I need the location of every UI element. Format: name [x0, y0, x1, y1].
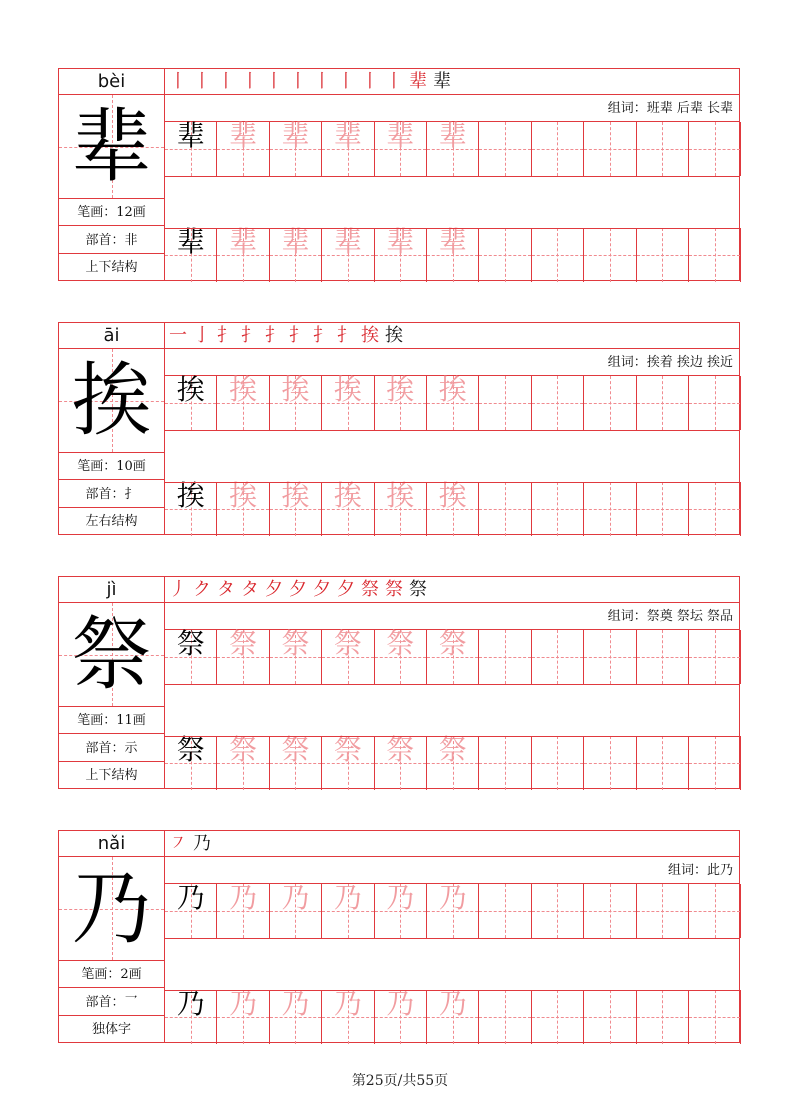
writing-cell[interactable] — [689, 884, 741, 938]
writing-cell[interactable] — [270, 225, 322, 282]
trace-character: 挨 — [281, 373, 310, 406]
stroke-step: 丨 — [289, 71, 307, 92]
stroke-step: ク — [193, 579, 211, 600]
writing-cell[interactable] — [165, 373, 217, 430]
main-character: 挨 — [71, 354, 152, 447]
writing-cell[interactable] — [217, 373, 269, 430]
trace-character: 挨 — [229, 373, 258, 406]
writing-cell[interactable] — [375, 881, 427, 938]
writing-cell[interactable] — [637, 630, 689, 684]
pinyin-label: jì — [59, 577, 164, 603]
cell-guide-vertical — [557, 376, 558, 430]
main-character: 辈 — [71, 100, 152, 193]
practice-row — [165, 987, 739, 1044]
writing-cell[interactable] — [375, 987, 427, 1044]
word-examples: 组词：此乃 — [165, 857, 739, 884]
model-character: 挨 — [176, 479, 205, 512]
stroke-step: 夕 — [289, 579, 307, 600]
cell-guide-vertical — [610, 736, 611, 790]
writing-cell[interactable] — [584, 376, 636, 430]
writing-cell[interactable] — [270, 733, 322, 790]
cell-guide-vertical — [715, 228, 716, 282]
writing-cell[interactable] — [427, 627, 479, 684]
cell-guide-vertical — [610, 228, 611, 282]
writing-cell[interactable] — [689, 482, 741, 536]
cell-guide-vertical — [557, 884, 558, 938]
writing-cell[interactable] — [689, 630, 741, 684]
cell-guide-vertical — [505, 884, 506, 938]
page-footer: 第25页/共55页 — [351, 1073, 449, 1089]
stroke-step: 丨 — [169, 71, 187, 92]
cell-guide-vertical — [662, 122, 663, 176]
stroke-step: 丨 — [313, 71, 331, 92]
trace-character: 挨 — [333, 373, 362, 406]
stroke-step: 祭 — [409, 579, 427, 600]
writing-cell[interactable] — [322, 733, 374, 790]
trace-character: 祭 — [229, 733, 258, 766]
main-character: 祭 — [71, 608, 152, 701]
stroke-step: 丨 — [385, 71, 403, 92]
trace-character: 挨 — [333, 479, 362, 512]
model-character: 辈 — [176, 225, 205, 258]
stroke-step: 丨 — [193, 71, 211, 92]
stroke-count-label: 笔画：10画 — [59, 453, 164, 480]
stroke-order-row — [165, 69, 739, 95]
main-character-box — [59, 349, 164, 453]
row-divider — [165, 228, 739, 229]
stroke-step: 扌 — [313, 325, 331, 346]
model-character: 挨 — [176, 373, 205, 406]
trace-character: 挨 — [386, 373, 415, 406]
writing-cell[interactable] — [322, 881, 374, 938]
trace-character: 辈 — [281, 119, 310, 152]
writing-cell[interactable] — [270, 119, 322, 176]
cell-guide-vertical — [715, 630, 716, 684]
writing-cell[interactable] — [165, 627, 217, 684]
character-info-panel — [59, 69, 165, 280]
stroke-step: 一 — [169, 325, 187, 346]
cell-guide-vertical — [715, 482, 716, 536]
practice-row — [165, 119, 739, 176]
trace-character: 祭 — [229, 627, 258, 660]
practice-row — [165, 733, 739, 790]
trace-character: 辈 — [229, 225, 258, 258]
writing-cell[interactable] — [165, 225, 217, 282]
writing-cell[interactable] — [532, 482, 584, 536]
writing-cell[interactable] — [532, 736, 584, 790]
practice-area — [165, 831, 739, 1042]
writing-cell[interactable] — [584, 884, 636, 938]
writing-cell[interactable] — [217, 225, 269, 282]
writing-cell[interactable] — [532, 122, 584, 176]
writing-cell[interactable] — [637, 482, 689, 536]
trace-character: 乃 — [229, 987, 258, 1020]
writing-cell[interactable] — [689, 122, 741, 176]
cell-guide-vertical — [505, 736, 506, 790]
model-character: 祭 — [176, 627, 205, 660]
character-card — [58, 830, 740, 1043]
trace-character: 乃 — [386, 987, 415, 1020]
cell-guide-vertical — [715, 736, 716, 790]
writing-cell[interactable] — [375, 733, 427, 790]
practice-area — [165, 577, 739, 788]
row-divider — [165, 482, 739, 483]
structure-label: 上下结构 — [85, 768, 138, 784]
row-divider — [165, 736, 739, 737]
character-info-panel — [59, 323, 165, 534]
writing-cell[interactable] — [165, 881, 217, 938]
structure-label: 上下结构 — [85, 260, 138, 276]
trace-character: 挨 — [386, 479, 415, 512]
trace-character: 祭 — [438, 627, 467, 660]
structure-label: 独体字 — [91, 1022, 131, 1038]
writing-cell[interactable] — [479, 736, 531, 790]
stroke-step: 扌 — [265, 325, 283, 346]
row-divider — [165, 176, 739, 177]
writing-cell[interactable] — [689, 736, 741, 790]
stroke-step: 挨 — [385, 325, 403, 346]
pinyin-label: nǎi — [59, 831, 164, 857]
stroke-step: 丨 — [241, 71, 259, 92]
trace-character: 乃 — [281, 881, 310, 914]
stroke-step: 祭 — [385, 579, 403, 600]
writing-cell[interactable] — [479, 884, 531, 938]
writing-cell[interactable] — [637, 376, 689, 430]
trace-character: 辈 — [229, 119, 258, 152]
stroke-order-row — [165, 323, 739, 349]
cell-guide-vertical — [662, 482, 663, 536]
stroke-step: 亅 — [193, 325, 211, 346]
writing-cell[interactable] — [479, 228, 531, 282]
stroke-step: 夕 — [313, 579, 331, 600]
cell-guide-vertical — [557, 482, 558, 536]
stroke-step: 扌 — [241, 325, 259, 346]
practice-area — [165, 323, 739, 534]
trace-character: 挨 — [281, 479, 310, 512]
cell-guide-vertical — [610, 482, 611, 536]
trace-character: 祭 — [386, 733, 415, 766]
stroke-order-row — [165, 577, 739, 603]
trace-character: 乃 — [333, 881, 362, 914]
writing-cell[interactable] — [322, 479, 374, 536]
writing-cell[interactable] — [322, 987, 374, 1044]
writing-cell[interactable] — [217, 881, 269, 938]
writing-cell[interactable] — [322, 627, 374, 684]
writing-cell[interactable] — [532, 228, 584, 282]
pinyin-label: āi — [59, 323, 164, 349]
practice-row — [165, 881, 739, 938]
stroke-step: 扌 — [289, 325, 307, 346]
writing-cell[interactable] — [375, 479, 427, 536]
word-examples: 组词：挨着 挨边 挨近 — [165, 349, 739, 376]
stroke-step: 祭 — [361, 579, 379, 600]
cell-guide-vertical — [715, 122, 716, 176]
cell-guide-vertical — [557, 736, 558, 790]
trace-character: 乃 — [229, 881, 258, 914]
writing-cell[interactable] — [532, 630, 584, 684]
cell-guide-vertical — [557, 228, 558, 282]
main-character-box — [59, 857, 164, 961]
writing-cell[interactable] — [479, 482, 531, 536]
practice-row — [165, 373, 739, 430]
writing-cell[interactable] — [637, 990, 689, 1044]
stroke-step: 丨 — [337, 71, 355, 92]
trace-character: 祭 — [333, 627, 362, 660]
cell-guide-vertical — [662, 376, 663, 430]
writing-cell[interactable] — [270, 479, 322, 536]
row-divider — [165, 990, 739, 991]
radical-label: 部首：非 — [59, 227, 164, 254]
trace-character: 挨 — [229, 479, 258, 512]
trace-character: 乃 — [438, 987, 467, 1020]
writing-cell[interactable] — [375, 225, 427, 282]
radical-label: 部首：乛 — [59, 989, 164, 1016]
row-divider — [165, 430, 739, 431]
writing-cell[interactable] — [165, 119, 217, 176]
writing-cell[interactable] — [427, 733, 479, 790]
practice-row — [165, 225, 739, 282]
character-info-panel — [59, 577, 165, 788]
writing-cell[interactable] — [637, 884, 689, 938]
trace-character: 祭 — [281, 733, 310, 766]
writing-cell[interactable] — [427, 987, 479, 1044]
trace-character: 辈 — [386, 119, 415, 152]
writing-cell[interactable] — [637, 228, 689, 282]
cell-guide-vertical — [610, 122, 611, 176]
character-info-panel — [59, 831, 165, 1042]
stroke-count-label: 笔画：12画 — [59, 199, 164, 226]
stroke-count-label: 笔画：2画 — [59, 961, 164, 988]
writing-cell[interactable] — [375, 119, 427, 176]
pinyin-label: bèi — [59, 69, 164, 95]
writing-cell[interactable] — [375, 627, 427, 684]
writing-cell[interactable] — [165, 987, 217, 1044]
model-character: 乃 — [176, 987, 205, 1020]
writing-cell[interactable] — [322, 373, 374, 430]
character-card — [58, 576, 740, 789]
trace-character: 挨 — [438, 373, 467, 406]
character-card — [58, 68, 740, 281]
trace-character: 祭 — [386, 627, 415, 660]
writing-cell[interactable] — [689, 990, 741, 1044]
writing-cell[interactable] — [375, 373, 427, 430]
writing-cell[interactable] — [427, 479, 479, 536]
trace-character: 辈 — [386, 225, 415, 258]
writing-cell[interactable] — [689, 228, 741, 282]
practice-row — [165, 627, 739, 684]
writing-cell[interactable] — [532, 884, 584, 938]
trace-character: 乃 — [281, 987, 310, 1020]
stroke-step: 扌 — [217, 325, 235, 346]
cell-guide-vertical — [610, 884, 611, 938]
radical-label: 部首：扌 — [59, 481, 164, 508]
writing-cell[interactable] — [165, 733, 217, 790]
main-character-box — [59, 95, 164, 199]
model-character: 辈 — [176, 119, 205, 152]
writing-cell[interactable] — [584, 630, 636, 684]
cell-guide-vertical — [662, 630, 663, 684]
stroke-step: タ — [241, 579, 259, 600]
writing-cell[interactable] — [479, 376, 531, 430]
radical-label: 部首：示 — [59, 735, 164, 762]
structure-label: 左右结构 — [85, 514, 138, 530]
stroke-count-label: 笔画：11画 — [59, 707, 164, 734]
writing-cell[interactable] — [479, 630, 531, 684]
trace-character: 乃 — [438, 881, 467, 914]
writing-cell[interactable] — [322, 225, 374, 282]
main-character: 乃 — [71, 862, 152, 955]
writing-cell[interactable] — [689, 376, 741, 430]
trace-character: 乃 — [333, 987, 362, 1020]
row-divider — [165, 938, 739, 939]
stroke-step: 挨 — [361, 325, 379, 346]
writing-cell[interactable] — [584, 990, 636, 1044]
cell-guide-vertical — [557, 990, 558, 1044]
writing-cell[interactable] — [270, 987, 322, 1044]
trace-character: 辈 — [281, 225, 310, 258]
writing-cell[interactable] — [479, 122, 531, 176]
writing-cell[interactable] — [637, 122, 689, 176]
main-character-box — [59, 603, 164, 707]
writing-cell[interactable] — [584, 122, 636, 176]
stroke-step: 扌 — [337, 325, 355, 346]
writing-cell[interactable] — [217, 987, 269, 1044]
cell-guide-vertical — [610, 630, 611, 684]
stroke-order-row — [165, 831, 739, 857]
writing-cell[interactable] — [584, 228, 636, 282]
cell-guide-vertical — [505, 990, 506, 1044]
model-character: 祭 — [176, 733, 205, 766]
cell-guide-vertical — [557, 630, 558, 684]
writing-cell[interactable] — [217, 479, 269, 536]
trace-character: 辈 — [333, 119, 362, 152]
writing-cell[interactable] — [584, 736, 636, 790]
cell-guide-vertical — [505, 630, 506, 684]
writing-cell[interactable] — [427, 881, 479, 938]
writing-cell[interactable] — [479, 990, 531, 1044]
stroke-step: 辈 — [409, 71, 427, 92]
trace-character: 祭 — [333, 733, 362, 766]
character-card — [58, 322, 740, 535]
cell-guide-vertical — [715, 376, 716, 430]
stroke-step: 丨 — [265, 71, 283, 92]
word-examples: 组词：祭奠 祭坛 祭品 — [165, 603, 739, 630]
writing-cell[interactable] — [322, 119, 374, 176]
trace-character: 乃 — [386, 881, 415, 914]
stroke-step: 乃 — [193, 833, 211, 854]
writing-cell[interactable] — [427, 119, 479, 176]
trace-character: 祭 — [438, 733, 467, 766]
cell-guide-vertical — [557, 122, 558, 176]
writing-cell[interactable] — [165, 479, 217, 536]
writing-cell[interactable] — [427, 225, 479, 282]
stroke-step: ㇇ — [169, 833, 187, 854]
writing-cell[interactable] — [532, 990, 584, 1044]
cell-guide-vertical — [662, 990, 663, 1044]
writing-cell[interactable] — [270, 627, 322, 684]
word-examples: 组词：班辈 后辈 长辈 — [165, 95, 739, 122]
writing-cell[interactable] — [270, 881, 322, 938]
writing-cell[interactable] — [637, 736, 689, 790]
cell-guide-vertical — [505, 482, 506, 536]
practice-area — [165, 69, 739, 280]
cell-guide-vertical — [610, 376, 611, 430]
writing-cell[interactable] — [584, 482, 636, 536]
trace-character: 挨 — [438, 479, 467, 512]
writing-cell[interactable] — [217, 733, 269, 790]
cell-guide-vertical — [662, 736, 663, 790]
writing-cell[interactable] — [532, 376, 584, 430]
writing-cell[interactable] — [217, 627, 269, 684]
stroke-step: 夕 — [337, 579, 355, 600]
model-character: 乃 — [176, 881, 205, 914]
cell-guide-vertical — [505, 228, 506, 282]
cell-guide-vertical — [505, 122, 506, 176]
trace-character: 祭 — [281, 627, 310, 660]
cell-guide-vertical — [715, 990, 716, 1044]
writing-cell[interactable] — [270, 373, 322, 430]
trace-character: 辈 — [438, 119, 467, 152]
writing-cell[interactable] — [217, 119, 269, 176]
cell-guide-vertical — [715, 884, 716, 938]
stroke-step: 辈 — [433, 71, 451, 92]
row-divider — [165, 684, 739, 685]
stroke-step: 丨 — [361, 71, 379, 92]
trace-character: 辈 — [333, 225, 362, 258]
writing-cell[interactable] — [427, 373, 479, 430]
cell-guide-vertical — [505, 376, 506, 430]
stroke-step: 丨 — [217, 71, 235, 92]
stroke-step: タ — [217, 579, 235, 600]
stroke-step: 丿 — [169, 579, 187, 600]
practice-row — [165, 479, 739, 536]
cell-guide-vertical — [662, 884, 663, 938]
cell-guide-vertical — [610, 990, 611, 1044]
trace-character: 辈 — [438, 225, 467, 258]
stroke-step: 夕 — [265, 579, 283, 600]
cell-guide-vertical — [662, 228, 663, 282]
